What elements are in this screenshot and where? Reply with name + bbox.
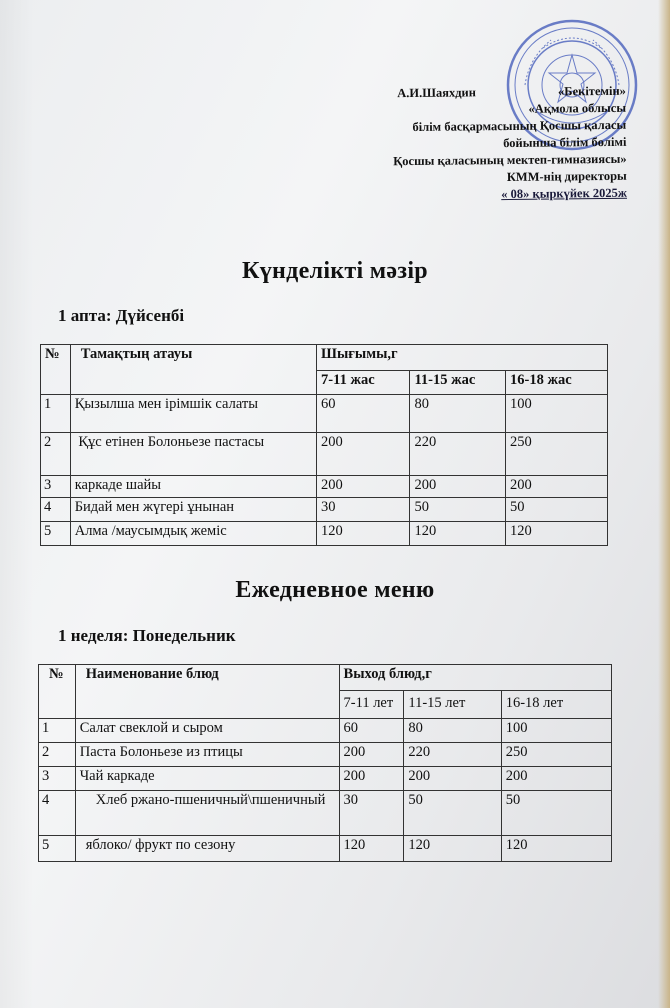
row-number: 4 [39,791,76,836]
row-number: 2 [41,433,71,476]
portion-value: 120 [506,522,608,546]
paper-edge-right [658,0,670,1008]
dish-name: Хлеб ржано-пшеничный\пшеничный [75,791,339,836]
dish-name: Бидай мен жүгері ұнынан [70,498,316,522]
age-header: 16-18 жас [506,371,608,395]
week-label-ru: 1 неделя: Понедельник [58,626,236,645]
row-number: 3 [41,476,71,498]
portion-value: 120 [317,522,410,546]
col-header-num: № [41,345,71,395]
approval-block [392,83,627,204]
table-row [41,395,608,433]
approval-line: білім басқармасының Қосшы қаласы [411,117,626,135]
row-number: 4 [41,498,71,522]
age-header: 11-15 жас [410,371,506,395]
dish-name: Қызылша мен ірімшік салаты [70,395,316,433]
approval-title: «Бекітемін» [557,83,626,99]
portion-value: 200 [317,433,410,476]
dish-name: Чай каркаде [75,767,339,791]
portion-value: 120 [404,836,501,862]
portion-value: 80 [404,719,501,743]
portion-value: 60 [317,395,410,433]
age-header: 7-11 жас [317,371,410,395]
portion-value: 30 [339,791,404,836]
portion-value: 120 [410,522,506,546]
row-number: 5 [39,836,76,862]
menu-table-kk [40,344,608,546]
portion-value: 220 [410,433,506,476]
dish-name: Алма /маусымдық жеміс [70,522,316,546]
dish-name: Паста Болоньезе из птицы [75,743,339,767]
portion-value: 200 [339,767,404,791]
portion-value: 200 [404,767,501,791]
dish-name: Құс етінен Болоньезе пастасы [70,433,316,476]
col-header-name: Наименование блюд [75,665,339,719]
table-row [39,836,612,862]
age-header: 7-11 лет [339,691,404,719]
portion-value: 200 [501,767,611,791]
portion-value: 220 [404,743,501,767]
table-row [39,743,612,767]
table-row [41,498,608,522]
row-number: 1 [39,719,76,743]
approval-line: КММ-нің директоры [506,168,627,185]
portion-value: 50 [410,498,506,522]
portion-value: 100 [501,719,611,743]
age-header: 16-18 лет [501,691,611,719]
table-row [41,476,608,498]
week-label-kk: 1 апта: Дүйсенбі [58,306,185,325]
table-row [41,433,608,476]
dish-name: каркаде шайы [70,476,316,498]
row-number: 2 [39,743,76,767]
dish-name: Салат свеклой и сыром [75,719,339,743]
portion-value: 50 [501,791,611,836]
col-header-yield: Выход блюд,г [339,665,611,691]
portion-value: 250 [501,743,611,767]
portion-value: 80 [410,395,506,433]
table-row [39,791,612,836]
paper-shadow-left [0,0,34,1008]
portion-value: 30 [317,498,410,522]
approval-line: Қосшы қаласының мектеп-гимназиясы» [392,151,627,169]
row-number: 3 [39,767,76,791]
portion-value: 50 [404,791,501,836]
portion-value: 120 [339,836,404,862]
approval-signer: А.И.Шаяхдин [396,85,476,101]
portion-value: 250 [506,433,608,476]
page-title-kk: Күнделікті мәзір [242,258,428,284]
portion-value: 50 [506,498,608,522]
table-row [39,719,612,743]
portion-value: 200 [339,743,404,767]
col-header-yield: Шығымы,г [317,345,608,371]
portion-value: 120 [501,836,611,862]
page-title-ru: Ежедневное меню [235,577,435,603]
col-header-num: № [39,665,76,719]
table-row [39,767,612,791]
table-row [41,522,608,546]
row-number: 5 [41,522,71,546]
approval-date: « 08» қыркүйек 2025ж [500,185,627,202]
col-header-name: Тамақтың атауы [70,345,316,395]
portion-value: 60 [339,719,404,743]
portion-value: 200 [317,476,410,498]
age-header: 11-15 лет [404,691,501,719]
menu-table-ru [38,664,612,862]
approval-line: «Ақмола облысы [527,100,626,116]
portion-value: 100 [506,395,608,433]
portion-value: 200 [506,476,608,498]
portion-value: 200 [410,476,506,498]
row-number: 1 [41,395,71,433]
approval-line: бойынша білім бөлімі [502,134,627,151]
dish-name: яблоко/ фрукт по сезону [75,836,339,862]
